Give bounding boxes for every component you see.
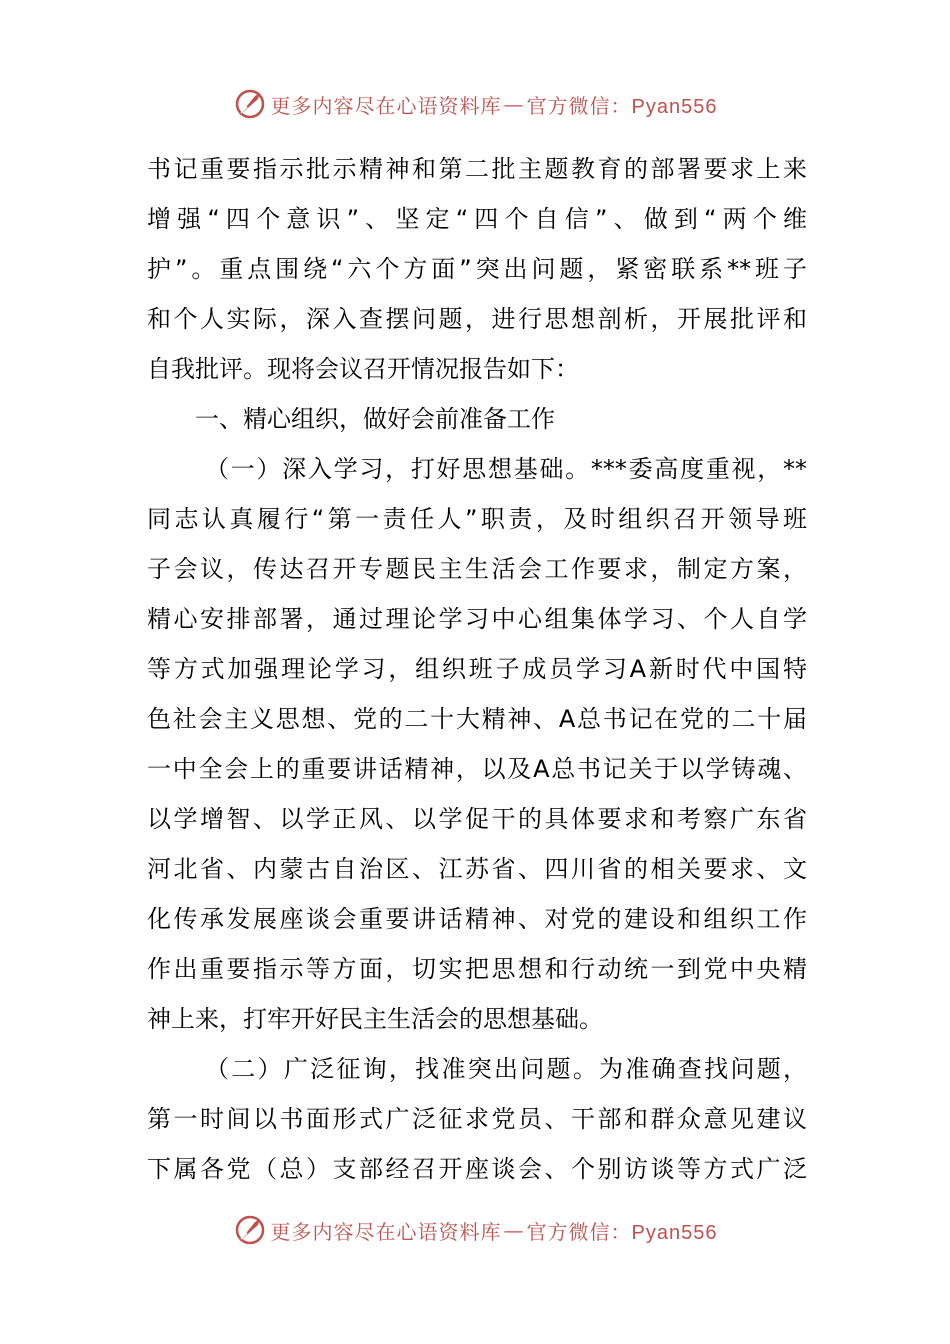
text-line: 增强“四个意识”、坚定“四个自信”、做到“两个维 xyxy=(147,205,807,233)
banner-text: 更多内容尽在心语资料库 xyxy=(270,93,502,118)
text-line: 下属各党（总）支部经召开座谈会、个别访谈等方式广泛 xyxy=(147,1155,807,1183)
text-line: 书记重要指示批示精神和第二批主题教育的部署要求上来 xyxy=(147,155,807,183)
watermark-banner-top xyxy=(0,84,950,124)
banner-text: 更多内容尽在心语资料库 xyxy=(270,1219,502,1244)
text-line: 第一时间以书面形式广泛征求党员、干部和群众意见建议 xyxy=(147,1105,807,1133)
text-line: 一中全会上的重要讲话精神，以及A总书记关于以学铸魂、 xyxy=(147,755,807,783)
quill-logo-icon xyxy=(233,87,267,121)
text-line: 作出重要指示等方面，切实把思想和行动统一到党中央精 xyxy=(147,955,807,983)
section-heading: 一、精心组织，做好会前准备工作 xyxy=(195,405,555,433)
text-line: 精心安排部署，通过理论学习中心组集体学习、个人自学 xyxy=(147,605,807,633)
banner-wechat: 官方微信：Pyan556 xyxy=(526,95,718,118)
watermark-banner-bottom xyxy=(0,1210,950,1250)
text-line: 神上来，打牢开好民主生活会的思想基础。 xyxy=(147,1005,603,1033)
text-line: 同志认真履行“第一责任人”职责，及时组织召开领导班 xyxy=(147,505,807,533)
quill-logo-icon xyxy=(233,1213,267,1247)
text-line: 自我批评。现将会议召开情况报告如下： xyxy=(147,355,579,383)
subsection-heading: （二）广泛征询，找准突出问题。为准确查找问题， xyxy=(205,1055,807,1083)
text-line: 化传承发展座谈会重要讲话精神、对党的建设和组织工作 xyxy=(147,905,807,933)
text-line: 色社会主义思想、党的二十大精神、A总书记在党的二十届 xyxy=(147,705,807,733)
text-line: 等方式加强理论学习，组织班子成员学习A新时代中国特 xyxy=(147,655,807,683)
document-body xyxy=(147,144,807,1194)
text-line: 以学增智、以学正风、以学促干的具体要求和考察广东省 xyxy=(147,805,807,833)
text-line: 护”。重点围绕“六个方面”突出问题，紧密联系**班子 xyxy=(147,255,807,283)
text-line: 子会议，传达召开专题民主生活会工作要求，制定方案， xyxy=(147,555,807,583)
subsection-heading: （一）深入学习，打好思想基础。***委高度重视，** xyxy=(205,455,807,483)
banner-separator: — xyxy=(503,92,525,116)
banner-separator: — xyxy=(503,1218,525,1242)
banner-wechat: 官方微信：Pyan556 xyxy=(526,1221,718,1244)
text-line: 和个人实际，深入查摆问题，进行思想剖析，开展批评和 xyxy=(147,305,807,333)
text-line: 河北省、内蒙古自治区、江苏省、四川省的相关要求、文 xyxy=(147,855,807,883)
